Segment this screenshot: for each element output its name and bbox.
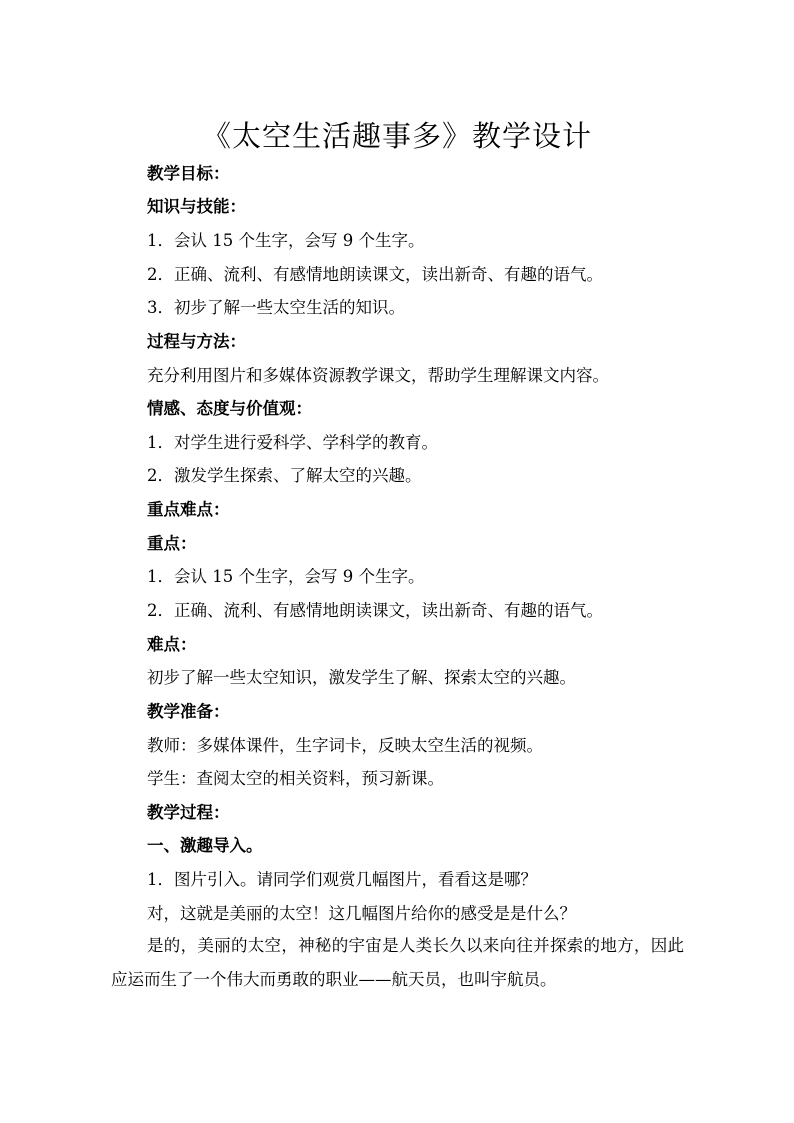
text-line: 3．初步了解一些太空生活的知识。 [147, 298, 405, 317]
text-line: 1．会认 15 个生字，会写 9 个生字。 [147, 231, 425, 250]
text-line: 1．图片引入。请同学们观赏几幅图片，看看这是哪？ [147, 870, 537, 889]
heading-teaching-preparation: 教学准备： [147, 702, 230, 721]
text-line: 初步了解一些太空知识，激发学生了解、探索太空的兴趣。 [147, 668, 576, 687]
text-line: 1．对学生进行爱科学、学科学的教育。 [147, 433, 438, 452]
heading-key-difficult-points: 重点难点： [147, 500, 230, 519]
heading-teaching-goals: 教学目标： [147, 164, 230, 183]
text-line: 对，这就是美丽的太空！这几幅图片给你的感受是是什么？ [147, 904, 576, 923]
heading-difficult-points: 难点： [147, 635, 197, 654]
text-line: 充分利用图片和多媒体资源教学课文，帮助学生理解课文内容。 [147, 366, 609, 385]
heading-process-method: 过程与方法： [147, 332, 246, 351]
heading-section-one: 一、激趣导入。 [147, 836, 263, 855]
text-line: 2．正确、流利、有感情地朗读课文，读出新奇、有趣的语气。 [147, 601, 603, 620]
heading-teaching-process: 教学过程： [147, 803, 230, 822]
text-line: 教师：多媒体课件，生字词卡，反映太空生活的视频。 [147, 736, 543, 755]
text-line: 学生：查阅太空的相关资料，预习新课。 [147, 769, 444, 788]
text-line: 2．激发学生探索、了解太空的兴趣。 [147, 466, 422, 485]
text-line: 1．会认 15 个生字，会写 9 个生字。 [147, 567, 425, 586]
heading-emotion-attitude: 情感、态度与价值观： [147, 399, 312, 418]
heading-knowledge-skills: 知识与技能： [147, 197, 246, 216]
text-line: 2．正确、流利、有感情地朗读课文，读出新奇、有趣的语气。 [147, 265, 603, 284]
heading-key-points: 重点： [147, 534, 197, 553]
final-paragraph: 是的，美丽的太空，神秘的宇宙是人类长久以来向往并探索的地方，因此应运而生了一个伟大而勇敢的职业——航天员，也叫宇航员。 [111, 936, 684, 989]
document-title: 《太空生活趣事多》教学设计 [201, 119, 592, 153]
